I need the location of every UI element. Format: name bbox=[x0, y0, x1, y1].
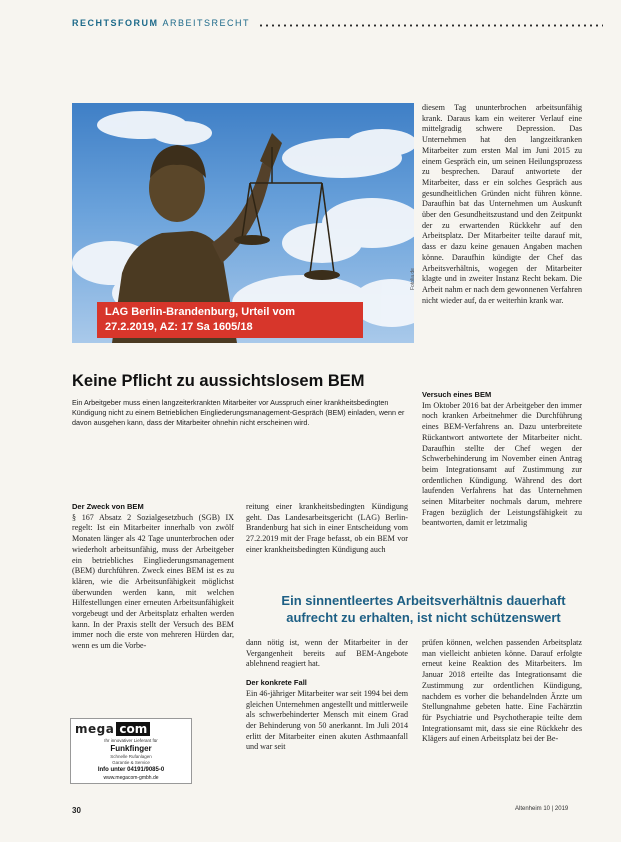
paragraph: dann nötig ist, wenn der Mitarbeiter in der Vergangenheit bereits auf BEM-Angebote ablehnend reagiert hat. bbox=[246, 638, 408, 669]
paragraph: reitung einer krankheitsbedingten Kündigung geht. Das Landesarbeitsgericht (LAG) Berlin-Brandenburg hat sich in einer Entscheidung vom 27.2.2019 mit der Frage befasst, ob ein BEM vor einer krankheitsbedingten Kündigung auch bbox=[246, 502, 408, 554]
ad-note-2: Garantie & Service bbox=[112, 760, 150, 765]
pull-quote-line-1: Ein sinnentleertes Arbeitsverhältnis dauerhaft bbox=[281, 593, 566, 608]
logo-part-2: com bbox=[116, 722, 150, 736]
photo-credit: Fotolia.de bbox=[410, 268, 416, 290]
ad-phone: Info unter 04191/9085-0 bbox=[97, 767, 165, 773]
header-dotted-rule bbox=[258, 24, 603, 27]
page-number: 30 bbox=[72, 806, 81, 815]
column-middle-bottom bbox=[246, 638, 408, 788]
column-middle-top bbox=[246, 502, 408, 574]
column-right-versuch bbox=[422, 390, 582, 578]
subhead-versuch: Versuch eines BEM bbox=[422, 390, 492, 399]
ad-product: Funkfinger bbox=[110, 744, 152, 753]
column-left-zweck bbox=[72, 502, 234, 702]
pull-quote bbox=[246, 592, 601, 626]
subhead-fall: Der konkrete Fall bbox=[246, 678, 307, 688]
ad-tagline: Ihr innovativer Lieferant für bbox=[104, 738, 158, 743]
magazine-issue: Altenheim 10 | 2019 bbox=[515, 806, 569, 812]
article-headline: Keine Pflicht zu aussichtslosem BEM bbox=[72, 372, 365, 390]
logo-part-1: mega bbox=[75, 722, 115, 736]
megacom-advertisement[interactable] bbox=[70, 718, 192, 784]
pull-quote-line-2: aufrecht zu erhalten, ist nicht schützenswert bbox=[286, 610, 561, 625]
section-title: RECHTSFORUM bbox=[72, 18, 159, 28]
paragraph: Im Oktober 2016 bat der Arbeitgeber den immer noch kranken Arbeitnehmer die Durchführung eines BEM-Verfahrens an. Dazu unterbreitete Rückantwort antwortete der Mitarbeiter nicht. Daraufhin stellte der Chef wegen der Schwerbehinderung im November einen Antrag beim Integrationsamt auf Zustimmung zur ordentlichen Kündigung. Während des dort laufenden Verfahrens hat das Unternehmen seinen Mitarbeiter nochmals darum, mehrere Fragen bezüglich der Leistungsfähigkeit zu beantworten, damit er letztmalig bbox=[422, 400, 582, 528]
article-intro: Ein Arbeitgeber muss einen langzeiterkrankten Mitarbeiter vor Ausspruch einer krankheitsbedingten Kündigung nicht zu einem Betrieblichen Eingliederungsmanagement-Gespräch (BEM) einladen, wenn er davon ausgehen kann, dass der Mitarbeiter ohnehin nicht erscheinen wird. bbox=[72, 398, 405, 428]
megacom-logo bbox=[75, 722, 150, 736]
paragraph: diesem Tag ununterbrochen arbeitsunfähig krank. Daraus kam ein weiterer Verlauf eine mittelgradig schwere Depression. Das Unternehmen hat den langzeitkranken Mitarbeiter zum ersten Mal im Juni 2015 zu einem Gespräch ein, um seinen Heilungsprozess zu besprechen. Darauf antwortete der Mitarbeiter, dass er ein solches Gespräch aus gesundheitlichen Gründen nicht führen könne. Daraufhin bat das Unternehmen um Auskunft über den Gesundheitszustand und den Zeitpunkt der zu erwartenden Rückkehr auf den Arbeitsplatz. Der Mitarbeiter teilte darauf mit, dass er dazu keine genauen Angaben machen könne. Daraufhin kündigte der Chef das Arbeitsverhältnis, wogegen der Mitarbeiter klagte und in zweiter Instanz Recht bekam. Die Arbeit nahm er nach dem gewonnenen Verfahren nicht wieder auf, da er weiterhin krank war. bbox=[422, 103, 582, 305]
ad-note-1: Schnelle Rufanlagen bbox=[110, 754, 152, 759]
section-header bbox=[72, 18, 250, 28]
section-subtitle: ARBEITSRECHT bbox=[162, 18, 251, 28]
paragraph: prüfen können, welchen passenden Arbeitsplatz man vielleicht anbieten könne. Darauf erfolgte erneut keine Reaktion des Mitarbeiters. Im Januar 2018 erteilte das Integrationsamt die Zustimmung zur ordentlichen Kündigung, nachdem es vorher die behandelnden Ärzte um Stellungnahme gebeten hatte. Eine Fachärztin für Psychiatrie und Psychotherapie teilte dem Integrationsamt mit, dass sie eine Rückkehr des Klägers auf einen Arbeitsplatz bei der Be- bbox=[422, 638, 582, 744]
subhead-zweck: Der Zweck von BEM bbox=[72, 502, 144, 511]
paragraph: Ein 46-jähriger Mitarbeiter war seit 1994 bei dem gleichen Unternehmen angestellt und mittlerweile als schwerbehinderter Mensch mit einem Grad der Behinderung von 50 anerkannt. Im Juli 2014 erlitt der Mitarbeiter einen akuten Asthmaanfall und war seit bbox=[246, 688, 408, 752]
photo-caption bbox=[97, 302, 363, 338]
caption-line-2: 27.2.2019, AZ: 17 Sa 1605/18 bbox=[105, 321, 253, 333]
ad-url[interactable]: www.megacom-gmbh.de bbox=[103, 775, 159, 781]
column-right-top bbox=[422, 103, 582, 371]
caption-line-1: LAG Berlin-Brandenburg, Urteil vom bbox=[105, 306, 296, 318]
paragraph: § 167 Absatz 2 Sozialgesetzbuch (SGB) IX regelt: Ist ein Mitarbeiter innerhalb von zwölf Monaten länger als 42 Tage ununterbrochen oder wiederholt arbeitsunfähig, muss der Arbeitgeber ein betriebliches Eingliederungsmanagement (BEM) durchführen. Zweck eines BEM ist es zu klären, wie die Arbeitsunfähigkeit möglichst überwunden werden kann, mit welchen Hilfestellungen einer erneuten Arbeitsunfähigkeit vorgebeugt und der Arbeitsplatz erhalten werden kann. In der Praxis stellt der Versuch des BEM immer noch die erste von mehreren Hürden dar, wenn es um die Vorbe- bbox=[72, 512, 234, 651]
column-right-bottom bbox=[422, 638, 582, 788]
